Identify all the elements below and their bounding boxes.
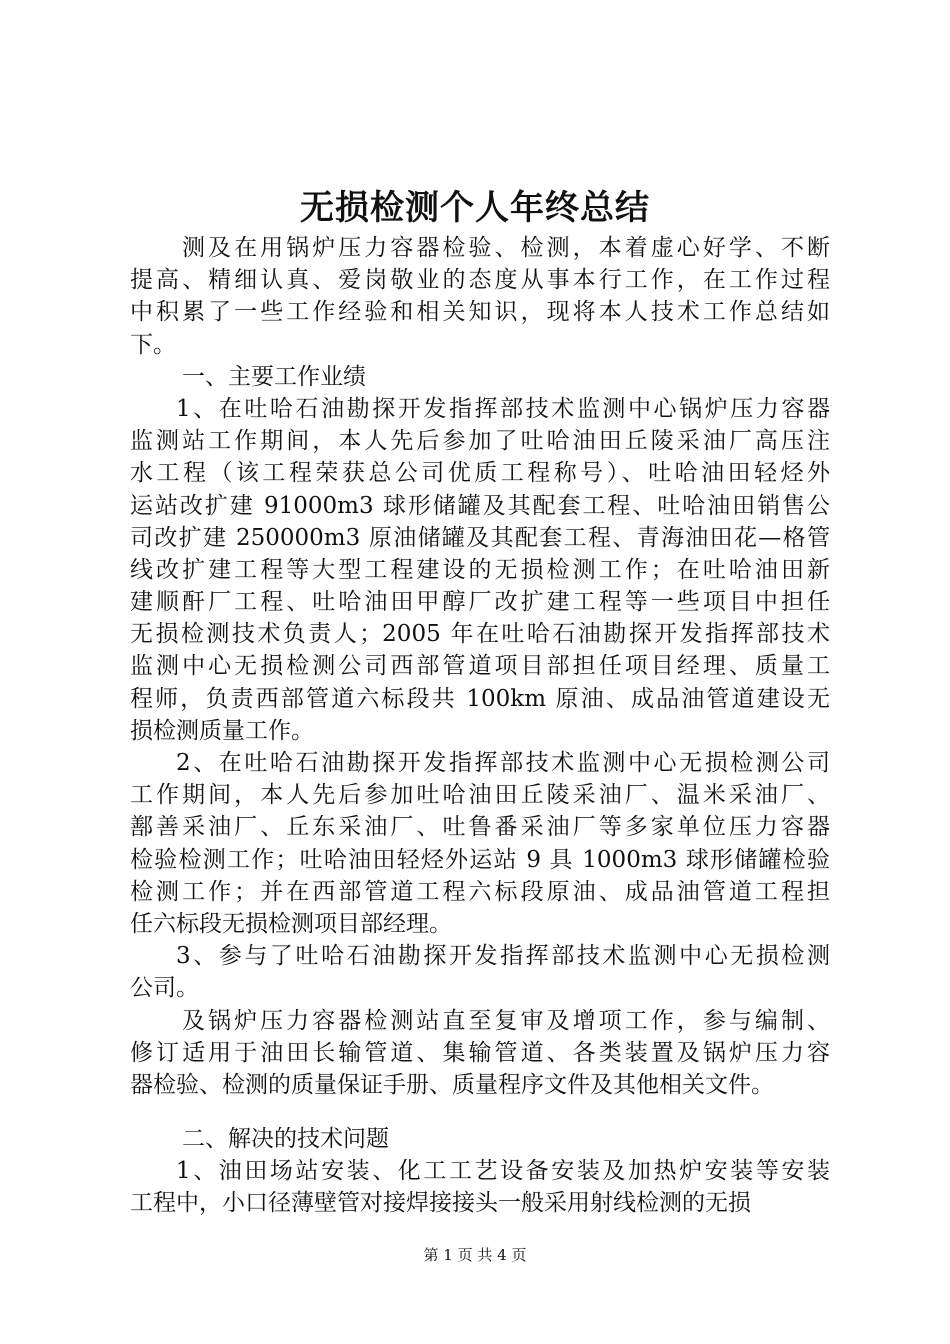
text-line: 司改扩建 250000m3 原油储罐及其配套工程、青海油田花—格管	[130, 524, 830, 551]
text-line: 工作期间，本人先后参加吐哈油田丘陵采油厂、温米采油厂、	[130, 782, 830, 809]
text-line: 监测站工作期间，本人先后参加了吐哈油田丘陵采油厂高压注	[130, 428, 830, 455]
text-line: 及锅炉压力容器检测站直至复审及增项工作，参与编制、	[182, 1007, 830, 1034]
text-line: 测及在用锅炉压力容器检验、检测，本着虚心好学、不断	[182, 235, 830, 261]
text-line: 无损检测技术负责人；2005 年在吐哈石油勘探开发指挥部技术	[130, 621, 830, 648]
text-line: 程师，负责西部管道六标段共 100km 原油、成品油管道建设无	[130, 685, 830, 712]
text-line: 修订适用于油田长输管道、集输管道、各类装置及锅炉压力容	[130, 1039, 830, 1066]
text-line: 提高、精细认真、爱岗敬业的态度从事本行工作，在工作过程	[130, 267, 830, 294]
text-line: 下。	[130, 331, 176, 358]
text-line: 二、解决的技术问题	[182, 1126, 389, 1153]
text-line: 检测工作；并在西部管道工程六标段原油、成品油管道工程担	[130, 878, 830, 905]
text-line: 2、在吐哈石油勘探开发指挥部技术监测中心无损检测公司	[176, 750, 830, 776]
text-line: 工程中，小口径薄壁管对接焊接接头一般采用射线检测的无损	[130, 1190, 751, 1217]
text-line: 线改扩建工程等大型工程建设的无损检测工作；在吐哈油田新	[130, 556, 830, 583]
paragraph	[130, 232, 830, 361]
paragraph	[130, 361, 830, 393]
paragraph	[130, 393, 830, 747]
text-line: 建顺酐厂工程、吐哈油田甲醇厂改扩建工程等一些项目中担任	[130, 589, 830, 616]
document-title: 无损检测个人年终总结	[300, 188, 650, 228]
paragraph	[130, 940, 830, 1004]
text-line: 损检测质量工作。	[130, 717, 314, 744]
text-line: 器检验、检测的质量保证手册、质量程序文件及其他相关文件。	[130, 1071, 774, 1098]
text-line: 任六标段无损检测项目部经理。	[130, 910, 452, 937]
text-line: 一、主要工作业绩	[182, 363, 366, 390]
text-line: 监测中心无损检测公司西部管道项目部担任项目经理、质量工	[130, 653, 830, 680]
page-footer: 第 1 页 共 4 页	[423, 1246, 527, 1264]
paragraph	[130, 1005, 830, 1102]
paragraph	[130, 1155, 830, 1219]
text-line: 公司。	[130, 975, 199, 1002]
paragraph-gap	[130, 1101, 830, 1123]
text-line: 3、参与了吐哈石油勘探开发指挥部技术监测中心无损检测	[176, 943, 830, 970]
text-line: 检验检测工作；吐哈油田轻烃外运站 9 具 1000m3 球形储罐检验	[130, 846, 830, 873]
text-line: 1、油田场站安装、化工工艺设备安装及加热炉安装等安装	[176, 1158, 830, 1185]
document-body	[130, 232, 830, 1220]
paragraph	[130, 1123, 830, 1155]
text-line: 1、在吐哈石油勘探开发指挥部技术监测中心锅炉压力容器	[176, 395, 830, 422]
text-line: 鄯善采油厂、丘东采油厂、吐鲁番采油厂等多家单位压力容器	[130, 814, 830, 841]
paragraph	[130, 747, 830, 940]
text-line: 中积累了一些工作经验和相关知识，现将本人技术工作总结如	[130, 299, 830, 326]
text-line: 运站改扩建 91000m3 球形储罐及其配套工程、吐哈油田销售公	[130, 492, 830, 519]
text-line: 水工程（该工程荣获总公司优质工程称号）、吐哈油田轻烃外	[130, 460, 830, 487]
